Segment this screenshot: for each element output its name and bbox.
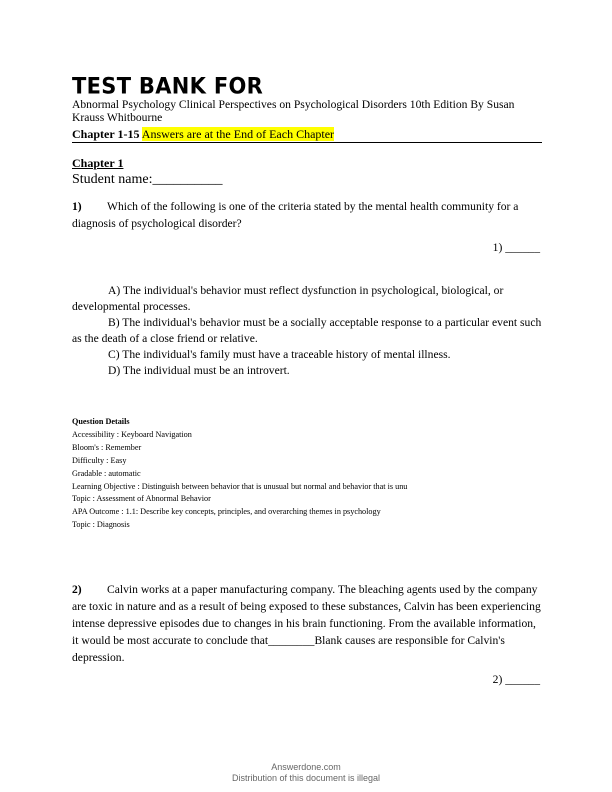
detail-line: Accessibility : Keyboard Navigation xyxy=(72,429,192,439)
student-name-field: Student name:__________ xyxy=(72,172,223,187)
detail-line: Learning Objective : Distinguish between behavior that is unusual but normal and behavior that is unu xyxy=(72,481,408,491)
detail-line: Difficulty : Easy xyxy=(72,455,127,465)
detail-line: Topic : Assessment of Abnormal Behavior xyxy=(72,494,211,504)
question-2-text: Calvin works at a paper manufacturing company. The bleaching agents used by the company are toxic in nature and as a result of being exposed to these substances, Calvin has been experiencing intense depressive episodes due to changes in his brain functioning. From the available information, it would be most accurate to conclude that________Blank causes are responsible for Calvin's depression. xyxy=(72,583,541,664)
detail-line: APA Outcome : 1.1: Describe key concepts, principles, and overarching themes in psychology xyxy=(72,507,381,517)
question-2 xyxy=(72,581,542,666)
answer-line-1: 1) ______ xyxy=(492,241,540,254)
chapter-range-line xyxy=(72,127,334,141)
question-1-number: 1) xyxy=(72,200,82,213)
book-subtitle: Abnormal Psychology Clinical Perspectives on Psychological Disorders 10th Edition By Susan Krauss Whitbourne xyxy=(72,98,515,124)
question-1 xyxy=(72,198,542,232)
chapter-heading: Chapter 1 xyxy=(72,156,124,170)
question-2-number: 2) xyxy=(72,583,82,596)
document-title: TEST BANK FOR xyxy=(72,73,264,99)
details-heading: Question Details xyxy=(72,417,130,426)
option-a: A) The individual's behavior must reflect dysfunction in psychological, biological, or developmental processes. xyxy=(72,284,504,313)
detail-line: Gradable : automatic xyxy=(72,468,141,478)
detail-line: Topic : Diagnosis xyxy=(72,520,130,530)
header-divider xyxy=(72,142,542,143)
answer-line-2: 2) ______ xyxy=(492,673,540,686)
question-1-options xyxy=(72,283,542,379)
detail-line: Bloom's : Remember xyxy=(72,442,142,452)
page-footer xyxy=(0,762,612,784)
footer-notice: Distribution of this document is illegal xyxy=(231,773,381,783)
option-d: D) The individual must be an introvert. xyxy=(108,364,290,377)
option-b: B) The individual's behavior must be a socially acceptable response to a particular event such as the death of a close friend or relative. xyxy=(72,316,542,345)
footer-site: Answerdone.com xyxy=(271,762,341,772)
question-1-text: Which of the following is one of the criteria stated by the mental health community for a diagnosis of psychological disorder? xyxy=(72,200,519,230)
answers-note-highlight: Answers are at the End of Each Chapter xyxy=(141,127,335,141)
question-1-details xyxy=(72,416,407,532)
option-c: C) The individual's family must have a traceable history of mental illness. xyxy=(108,348,451,361)
chapter-range: Chapter 1-15 xyxy=(72,127,140,141)
